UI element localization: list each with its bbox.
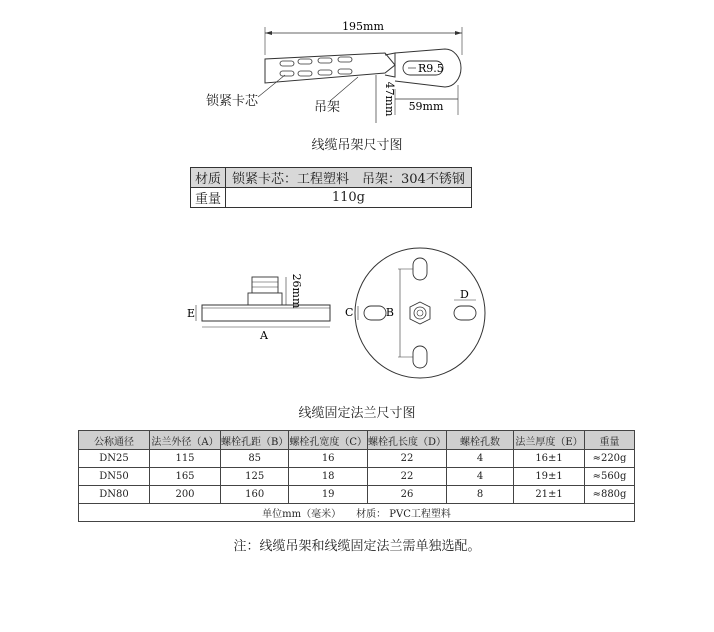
cell: 21±1 (514, 486, 585, 504)
selection-note: 注：线缆吊架和线缆固定法兰需单独选配。 (233, 539, 481, 554)
label-E: E (187, 307, 196, 320)
header-bolt-width: 螺栓孔宽度（C） (289, 431, 368, 450)
cell: ≈560g (585, 468, 635, 486)
cell: 125 (221, 468, 289, 486)
weight-label: 重量 (191, 188, 226, 208)
material-value: 锁紧卡芯：工程塑料 吊架：304不锈钢 (226, 168, 472, 188)
cell: 165 (150, 468, 221, 486)
dim-radius-label: R9.5 (418, 62, 444, 75)
cell: 18 (289, 468, 368, 486)
cell: 4 (447, 450, 514, 468)
cell: DN50 (79, 468, 150, 486)
flange-spec-table (78, 430, 635, 522)
table-row (79, 486, 635, 504)
header-bolt-length: 螺栓孔长度（D） (368, 431, 447, 450)
cell: DN80 (79, 486, 150, 504)
cell: 85 (221, 450, 289, 468)
dim-flange-height: 26mm (290, 273, 303, 309)
material-table (190, 167, 472, 208)
label-hanger-frame: 吊架 (314, 100, 341, 115)
cell: 8 (447, 486, 514, 504)
dim-height-label: 47mm (383, 81, 396, 117)
header-nominal: 公称通径 (79, 431, 150, 450)
label-locking-core: 锁紧卡芯 (206, 94, 259, 109)
flange-side-drawing (180, 265, 340, 345)
label-B: B (385, 306, 394, 319)
table-footer-row (79, 504, 635, 522)
dim-length-label: 195mm (342, 20, 384, 33)
cell: 19 (289, 486, 368, 504)
cell: 115 (150, 450, 221, 468)
header-bolt-pitch: 螺栓孔距（B） (221, 431, 289, 450)
table-row (79, 450, 635, 468)
table-footer: 单位mm（毫米） 材质： PVC工程塑料 (79, 504, 635, 522)
label-D: D (460, 288, 469, 301)
header-outer-dia: 法兰外径（A） (150, 431, 221, 450)
dim-width-label: 59mm (408, 100, 444, 113)
flange-front-drawing (340, 240, 500, 390)
header-thickness: 法兰厚度（E） (514, 431, 585, 450)
cell: 16 (289, 450, 368, 468)
cell: DN25 (79, 450, 150, 468)
spec-header-row (79, 431, 635, 450)
cell: 160 (221, 486, 289, 504)
material-label: 材质 (191, 168, 226, 188)
header-weight: 重量 (585, 431, 635, 450)
cell: ≈220g (585, 450, 635, 468)
flange-caption: 线缆固定法兰尺寸图 (298, 406, 416, 421)
cell: 16±1 (514, 450, 585, 468)
cell: 4 (447, 468, 514, 486)
cell: 22 (368, 450, 447, 468)
label-C: C (345, 306, 354, 319)
table-row (79, 468, 635, 486)
cell: 200 (150, 486, 221, 504)
cell: ≈880g (585, 486, 635, 504)
cell: 19±1 (514, 468, 585, 486)
label-A: A (260, 329, 268, 342)
cell: 22 (368, 468, 447, 486)
hanger-caption: 线缆吊架尺寸图 (311, 138, 403, 153)
weight-value: 110g (226, 188, 472, 208)
header-bolt-count: 螺栓孔数 (447, 431, 514, 450)
cell: 26 (368, 486, 447, 504)
